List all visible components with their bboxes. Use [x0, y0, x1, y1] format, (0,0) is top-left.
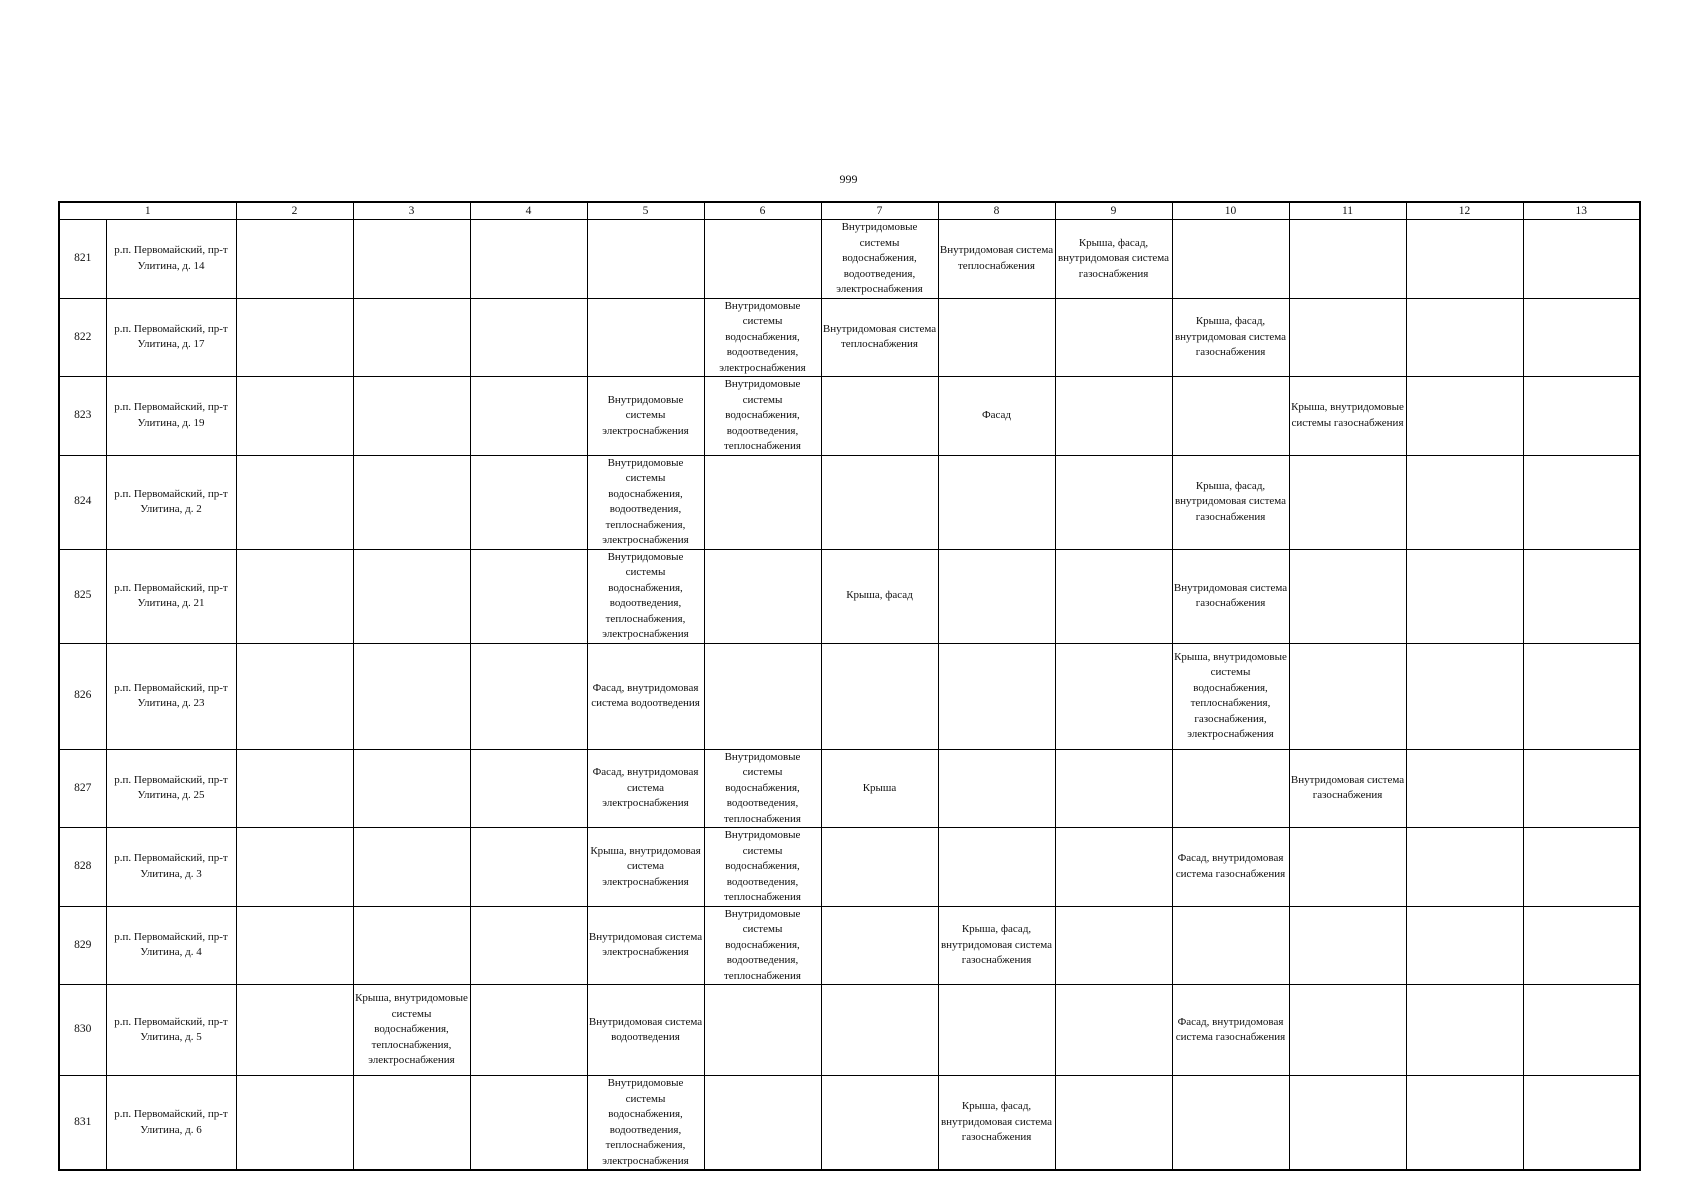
work-cell-col-9 — [1055, 377, 1172, 456]
work-cell-col-10: Внутридомовая система газоснабжения — [1172, 549, 1289, 643]
work-cell-col-12 — [1406, 455, 1523, 549]
work-cell-col-2 — [236, 377, 353, 456]
work-cell-col-5: Внутридомовая система водоотведения — [587, 985, 704, 1076]
address-cell: р.п. Первомайский, пр-т Улитина, д. 25 — [106, 749, 236, 828]
column-header-4: 4 — [470, 202, 587, 220]
table-row — [59, 749, 1640, 828]
work-cell-col-12 — [1406, 828, 1523, 907]
work-cell-col-8: Крыша, фасад, внутридомовая система газоснабжения — [938, 1076, 1055, 1171]
work-cell-col-2 — [236, 749, 353, 828]
row-number: 829 — [59, 906, 106, 985]
table-row — [59, 828, 1640, 907]
work-cell-col-7 — [821, 828, 938, 907]
work-cell-col-12 — [1406, 906, 1523, 985]
work-cell-col-12 — [1406, 1076, 1523, 1171]
work-cell-col-8 — [938, 643, 1055, 749]
address-cell: р.п. Первомайский, пр-т Улитина, д. 23 — [106, 643, 236, 749]
work-cell-col-6 — [704, 220, 821, 299]
work-cell-col-7 — [821, 377, 938, 456]
work-cell-col-8 — [938, 828, 1055, 907]
work-cell-col-13 — [1523, 377, 1640, 456]
row-number: 825 — [59, 549, 106, 643]
work-cell-col-10 — [1172, 906, 1289, 985]
work-cell-col-11 — [1289, 298, 1406, 377]
work-cell-col-3 — [353, 298, 470, 377]
work-cell-col-2 — [236, 220, 353, 299]
column-header-1: 1 — [59, 202, 236, 220]
address-cell: р.п. Первомайский, пр-т Улитина, д. 19 — [106, 377, 236, 456]
column-header-12: 12 — [1406, 202, 1523, 220]
work-cell-col-6 — [704, 455, 821, 549]
work-cell-col-7 — [821, 455, 938, 549]
work-cell-col-5: Внутридомовая система электроснабжения — [587, 906, 704, 985]
address-cell: р.п. Первомайский, пр-т Улитина, д. 2 — [106, 455, 236, 549]
work-cell-col-5: Внутридомовые системы водоснабжения, водоотведения, теплоснабжения, электроснабжения — [587, 1076, 704, 1171]
row-number: 827 — [59, 749, 106, 828]
address-cell: р.п. Первомайский, пр-т Улитина, д. 4 — [106, 906, 236, 985]
table-row — [59, 455, 1640, 549]
table-row — [59, 549, 1640, 643]
work-cell-col-4 — [470, 377, 587, 456]
work-cell-col-3 — [353, 220, 470, 299]
work-cell-col-12 — [1406, 298, 1523, 377]
column-header-8: 8 — [938, 202, 1055, 220]
table-row — [59, 377, 1640, 456]
work-cell-col-2 — [236, 643, 353, 749]
work-cell-col-8 — [938, 549, 1055, 643]
work-cell-col-13 — [1523, 220, 1640, 299]
work-cell-col-11: Крыша, внутридомовые системы газоснабжения — [1289, 377, 1406, 456]
work-cell-col-7 — [821, 906, 938, 985]
work-cell-col-11 — [1289, 828, 1406, 907]
column-header-5: 5 — [587, 202, 704, 220]
work-cell-col-8: Внутридомовая система теплоснабжения — [938, 220, 1055, 299]
work-cell-col-7: Внутридомовые системы водоснабжения, водоотведения, электроснабжения — [821, 220, 938, 299]
work-cell-col-9 — [1055, 1076, 1172, 1171]
work-cell-col-2 — [236, 906, 353, 985]
work-cell-col-5: Фасад, внутридомовая система водоотведения — [587, 643, 704, 749]
work-cell-col-6: Внутридомовые системы водоснабжения, водоотведения, теплоснабжения — [704, 828, 821, 907]
work-cell-col-2 — [236, 298, 353, 377]
work-cell-col-3 — [353, 906, 470, 985]
work-cell-col-3 — [353, 749, 470, 828]
work-cell-col-7 — [821, 1076, 938, 1171]
work-cell-col-4 — [470, 906, 587, 985]
column-header-2: 2 — [236, 202, 353, 220]
address-cell: р.п. Первомайский, пр-т Улитина, д. 14 — [106, 220, 236, 299]
row-number: 822 — [59, 298, 106, 377]
work-cell-col-9: Крыша, фасад, внутридомовая система газоснабжения — [1055, 220, 1172, 299]
table-row — [59, 643, 1640, 749]
work-cell-col-11: Внутридомовая система газоснабжения — [1289, 749, 1406, 828]
work-cell-col-5 — [587, 220, 704, 299]
work-cell-col-10: Фасад, внутридомовая система газоснабжения — [1172, 985, 1289, 1076]
work-cell-col-2 — [236, 985, 353, 1076]
work-cell-col-5: Фасад, внутридомовая система электроснабжения — [587, 749, 704, 828]
work-cell-col-6 — [704, 985, 821, 1076]
work-cell-col-10 — [1172, 220, 1289, 299]
work-cell-col-3: Крыша, внутридомовые системы водоснабжения, теплоснабжения, электроснабжения — [353, 985, 470, 1076]
work-cell-col-13 — [1523, 549, 1640, 643]
work-cell-col-13 — [1523, 906, 1640, 985]
work-cell-col-13 — [1523, 828, 1640, 907]
work-cell-col-7: Крыша — [821, 749, 938, 828]
work-cell-col-7 — [821, 985, 938, 1076]
table-row — [59, 1076, 1640, 1171]
work-cell-col-13 — [1523, 1076, 1640, 1171]
work-cell-col-7: Крыша, фасад — [821, 549, 938, 643]
work-cell-col-11 — [1289, 1076, 1406, 1171]
work-cell-col-8 — [938, 985, 1055, 1076]
work-cell-col-10 — [1172, 377, 1289, 456]
work-cell-col-5 — [587, 298, 704, 377]
work-cell-col-6 — [704, 1076, 821, 1171]
work-cell-col-2 — [236, 1076, 353, 1171]
work-cell-col-12 — [1406, 549, 1523, 643]
work-cell-col-4 — [470, 220, 587, 299]
work-cell-col-11 — [1289, 985, 1406, 1076]
work-cell-col-11 — [1289, 220, 1406, 299]
work-cell-col-12 — [1406, 985, 1523, 1076]
work-cell-col-13 — [1523, 455, 1640, 549]
work-cell-col-7 — [821, 643, 938, 749]
column-header-3: 3 — [353, 202, 470, 220]
work-cell-col-9 — [1055, 985, 1172, 1076]
work-cell-col-11 — [1289, 643, 1406, 749]
page-number: 999 — [839, 172, 858, 186]
work-cell-col-2 — [236, 828, 353, 907]
work-cell-col-4 — [470, 749, 587, 828]
work-cell-col-11 — [1289, 549, 1406, 643]
work-cell-col-12 — [1406, 377, 1523, 456]
row-number: 821 — [59, 220, 106, 299]
work-cell-col-9 — [1055, 643, 1172, 749]
work-cell-col-10 — [1172, 749, 1289, 828]
column-header-6: 6 — [704, 202, 821, 220]
work-cell-col-10: Крыша, внутридомовые системы водоснабжения, теплоснабжения, газоснабжения, электроснабжения — [1172, 643, 1289, 749]
work-cell-col-3 — [353, 828, 470, 907]
work-cell-col-3 — [353, 643, 470, 749]
table-row — [59, 985, 1640, 1076]
work-cell-col-8 — [938, 749, 1055, 828]
work-cell-col-8: Фасад — [938, 377, 1055, 456]
work-cell-col-10 — [1172, 1076, 1289, 1171]
work-cell-col-6: Внутридомовые системы водоснабжения, водоотведения, теплоснабжения — [704, 906, 821, 985]
work-cell-col-4 — [470, 985, 587, 1076]
work-cell-col-4 — [470, 549, 587, 643]
address-cell: р.п. Первомайский, пр-т Улитина, д. 17 — [106, 298, 236, 377]
work-cell-col-9 — [1055, 455, 1172, 549]
address-cell: р.п. Первомайский, пр-т Улитина, д. 3 — [106, 828, 236, 907]
row-number: 826 — [59, 643, 106, 749]
work-cell-col-3 — [353, 1076, 470, 1171]
table-header — [59, 202, 1640, 220]
address-cell: р.п. Первомайский, пр-т Улитина, д. 6 — [106, 1076, 236, 1171]
column-header-10: 10 — [1172, 202, 1289, 220]
work-cell-col-8 — [938, 298, 1055, 377]
work-cell-col-3 — [353, 455, 470, 549]
table-row — [59, 906, 1640, 985]
address-cell: р.п. Первомайский, пр-т Улитина, д. 5 — [106, 985, 236, 1076]
header-row — [59, 202, 1640, 220]
table-row — [59, 220, 1640, 299]
work-cell-col-11 — [1289, 455, 1406, 549]
work-cell-col-13 — [1523, 985, 1640, 1076]
work-cell-col-9 — [1055, 749, 1172, 828]
row-number: 828 — [59, 828, 106, 907]
table-row — [59, 298, 1640, 377]
work-cell-col-6: Внутридомовые системы водоснабжения, водоотведения, электроснабжения — [704, 298, 821, 377]
work-cell-col-13 — [1523, 298, 1640, 377]
work-cell-col-2 — [236, 455, 353, 549]
work-cell-col-6: Внутридомовые системы водоснабжения, водоотведения, теплоснабжения — [704, 377, 821, 456]
column-header-9: 9 — [1055, 202, 1172, 220]
work-cell-col-3 — [353, 549, 470, 643]
work-cell-col-10: Крыша, фасад, внутридомовая система газоснабжения — [1172, 455, 1289, 549]
work-cell-col-4 — [470, 1076, 587, 1171]
work-cell-col-11 — [1289, 906, 1406, 985]
column-header-11: 11 — [1289, 202, 1406, 220]
work-cell-col-10: Фасад, внутридомовая система газоснабжения — [1172, 828, 1289, 907]
work-cell-col-12 — [1406, 220, 1523, 299]
table-body — [59, 220, 1640, 1171]
work-cell-col-6: Внутридомовые системы водоснабжения, водоотведения, теплоснабжения — [704, 749, 821, 828]
work-cell-col-5: Внутридомовые системы водоснабжения, водоотведения, теплоснабжения, электроснабжения — [587, 455, 704, 549]
address-cell: р.п. Первомайский, пр-т Улитина, д. 21 — [106, 549, 236, 643]
work-cell-col-7: Внутридомовая система теплоснабжения — [821, 298, 938, 377]
work-cell-col-5: Внутридомовые системы водоснабжения, водоотведения, теплоснабжения, электроснабжения — [587, 549, 704, 643]
work-cell-col-9 — [1055, 298, 1172, 377]
work-cell-col-5: Крыша, внутридомовая система электроснабжения — [587, 828, 704, 907]
work-cell-col-3 — [353, 377, 470, 456]
row-number: 823 — [59, 377, 106, 456]
work-cell-col-8: Крыша, фасад, внутридомовая система газоснабжения — [938, 906, 1055, 985]
work-cell-col-10: Крыша, фасад, внутридомовая система газоснабжения — [1172, 298, 1289, 377]
work-cell-col-8 — [938, 455, 1055, 549]
work-cell-col-5: Внутридомовые системы электроснабжения — [587, 377, 704, 456]
work-cell-col-6 — [704, 549, 821, 643]
work-cell-col-12 — [1406, 643, 1523, 749]
work-cell-col-9 — [1055, 906, 1172, 985]
work-cell-col-6 — [704, 643, 821, 749]
repair-schedule-table — [58, 201, 1641, 1171]
column-header-7: 7 — [821, 202, 938, 220]
work-cell-col-4 — [470, 298, 587, 377]
row-number: 824 — [59, 455, 106, 549]
row-number: 830 — [59, 985, 106, 1076]
work-cell-col-13 — [1523, 643, 1640, 749]
work-cell-col-9 — [1055, 549, 1172, 643]
work-cell-col-2 — [236, 549, 353, 643]
work-cell-col-4 — [470, 643, 587, 749]
work-cell-col-12 — [1406, 749, 1523, 828]
work-cell-col-4 — [470, 828, 587, 907]
row-number: 831 — [59, 1076, 106, 1171]
work-cell-col-4 — [470, 455, 587, 549]
column-header-13: 13 — [1523, 202, 1640, 220]
work-cell-col-9 — [1055, 828, 1172, 907]
work-cell-col-13 — [1523, 749, 1640, 828]
